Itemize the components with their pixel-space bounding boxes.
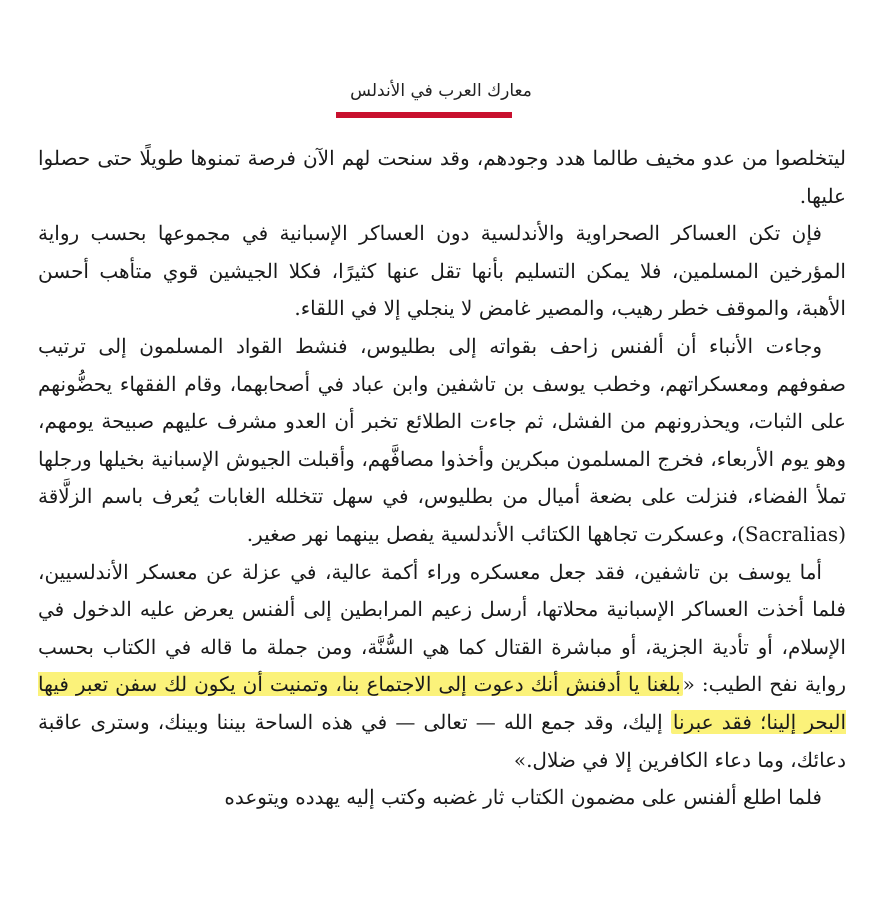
paragraph-4 [38,554,846,780]
paragraph-3: وجاءت الأنباء أن ألفنس زاحف بقواته إلى بطليوس، فنشط القواد المسلمون إلى ترتيب صفوفهم ومعسكراتهم، وخطب يوسف بن تاشفين وابن عباد في أصحابهما، وقام الفقهاء يحضُّونهم على الثبات، ويحذرونهم من الفشل، ثم جاءت الطلائع تخبر أن العدو مشرف عليهم صبيحة يومهم، وهو يوم الأربعاء، فخرج المسلمون مبكرين وأخذوا مصافَّهم، وأقبلت الجيوش الإسبانية بخيلها ورجلها تملأ الفضاء، فنزلت على بضعة أميال من بطليوس، في سهل تتخلله الغابات يُعرف باسم الزلَّاقة (Sacralias)، وعسكرت تجاهها الكتائب الأندلسية يفصل بينهما نهر صغير. [38,333,846,546]
body-text [38,140,846,817]
paragraph-4-text-before: أما يوسف بن تاشفين، فقد جعل معسكره وراء أكمة عالية، في عزلة عن معسكر الأندلسيين، فلما أخذت العساكر الإسبانية محلاتها، أرسل زعيم المرابطين إلى ألفنس يعرض عليه الدخول في الإسلام، أو تأدية الجزية، أو مباشرة القتال كما هي السُّنَّة، ومن جملة ما قاله في الكتاب بحسب رواية نفح الطيب: « [38,559,846,697]
running-header: معارك العرب في الأندلس [350,81,532,101]
paragraph-2: فإن تكن العساكر الصحراوية والأندلسية دون العساكر الإسبانية في مجموعها بحسب رواية المؤرخين المسلمين، فلا يمكن التسليم بأنها تقل عنها كثيرًا، فكلا الجيشين قوي متأهب أحسن الأهبة، والموقف خطر رهيب، والمصير غامض لا ينجلي إلا في اللقاء. [38,221,846,321]
highlighted-quote[interactable]: بلغنا يا أدفنش أنك دعوت إلى الاجتماع بنا، وتمنيت أن يكون لك سفن تعبر فيها البحر إلينا؛ فقد عبرنا [38,672,846,734]
paragraph-4-text-after: إليك، وقد جمع الله — تعالى — في هذه الساحة بيننا وبينك، وسترى عاقبة دعائك، وما دعاء الكافرين إلا في ضلال.» [38,709,846,772]
header-underline [336,112,512,118]
paragraph-1: ليتخلصوا من عدو مخيف طالما هدد وجودهم، وقد سنحت لهم الآن فرصة تمنوها طويلًا حتى حصلوا عليها. [38,146,846,208]
paragraph-5: فلما اطلع ألفنس على مضمون الكتاب ثار غضبه وكتب إليه يهدده ويتوعده [224,785,822,810]
